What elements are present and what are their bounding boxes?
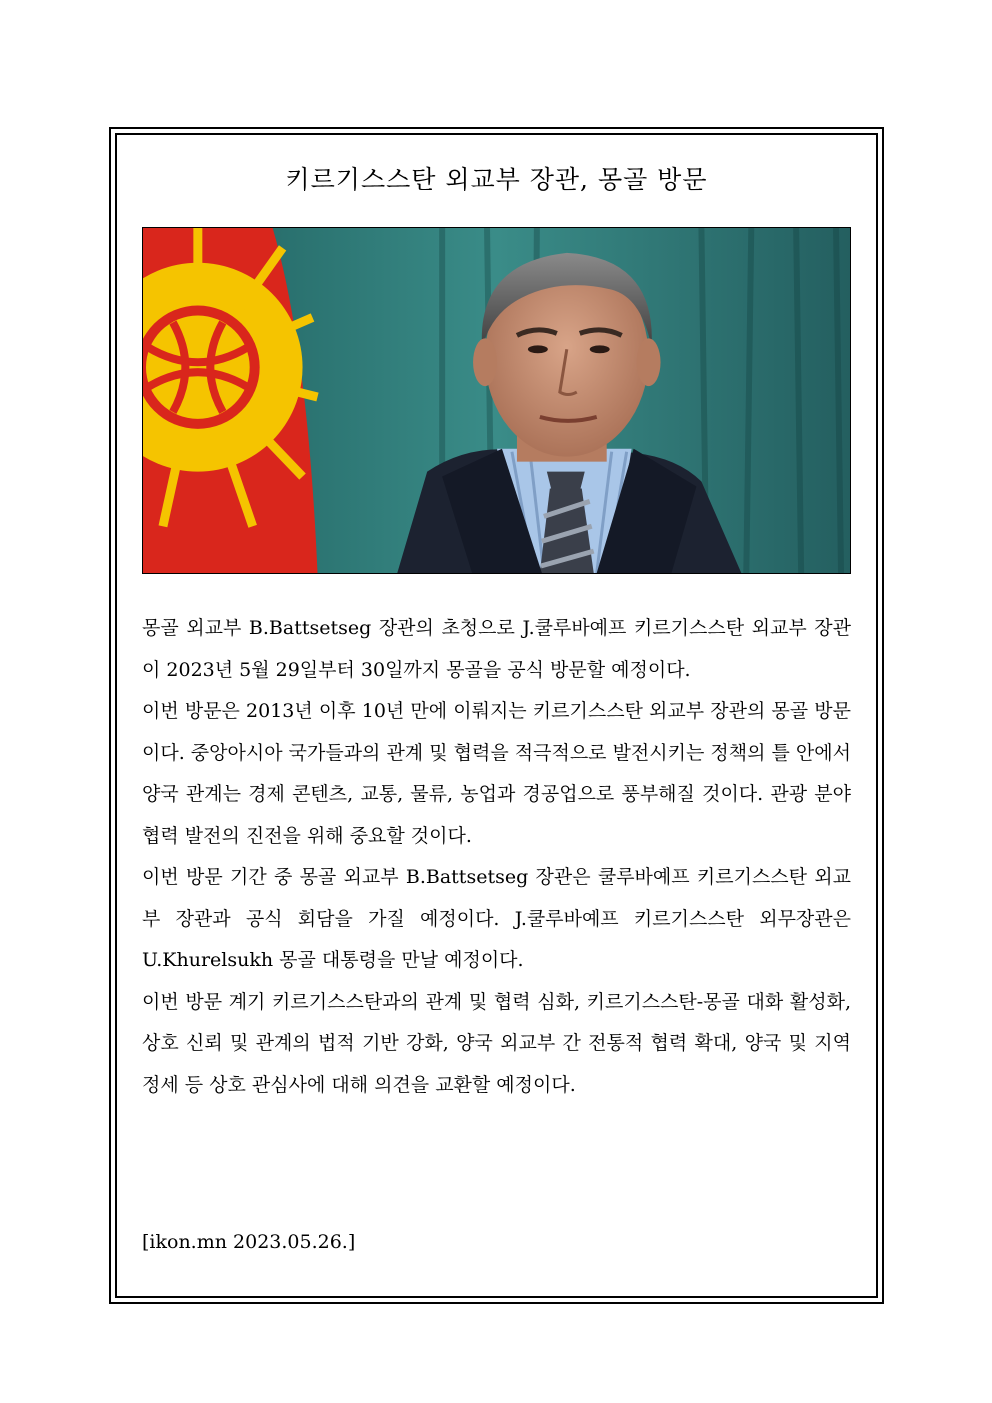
paragraph-2: 이번 방문은 2013년 이후 10년 만에 이뤄지는 키르기스스탄 외교부 장관의 몽골 방문이다. 중앙아시아 국가들과의 관계 및 협력을 적극적으로 발전시키는 정책의 틀 안에서 양국 관계는 경제 콘텐츠, 교통, 물류, 농업과 경공업으로 풍부해질 것이다. 관광 분야 협력 발전의 진전을 위해 중요할 것이다.: [142, 700, 851, 847]
article-source: [ikon.mn 2023.05.26.]: [142, 1231, 356, 1253]
paragraph-1: 몽골 외교부 B.Battsetseg 장관의 초청으로 J.쿨루바예프 키르기스스탄 외교부 장관이 2023년 5월 29일부터 30일까지 몽골을 공식 방문할 예정이다.: [142, 617, 851, 681]
article-body: [142, 608, 851, 1106]
portrait-photo: [142, 227, 851, 574]
paragraph-4: 이번 방문 계기 키르기스스탄과의 관계 및 협력 심화, 키르기스스탄-몽골 대화 활성화, 상호 신뢰 및 관계의 법적 기반 강화, 양국 외교부 간 전통적 협력 확대, 양국 및 지역 정세 등 상호 관심사에 대해 의견을 교환할 예정이다.: [142, 990, 851, 1096]
article-title: 키르기스스탄 외교부 장관, 몽골 방문: [285, 165, 708, 194]
paragraph-3: 이번 방문 기간 중 몽골 외교부 B.Battsetseg 장관은 쿨루바예프 키르기스스탄 외교부 장관과 공식 회담을 가질 예정이다. J.쿨루바예프 키르기스스탄 외무장관은 U.Khurelsukh 몽골 대통령을 만날 예정이다.: [142, 866, 851, 971]
